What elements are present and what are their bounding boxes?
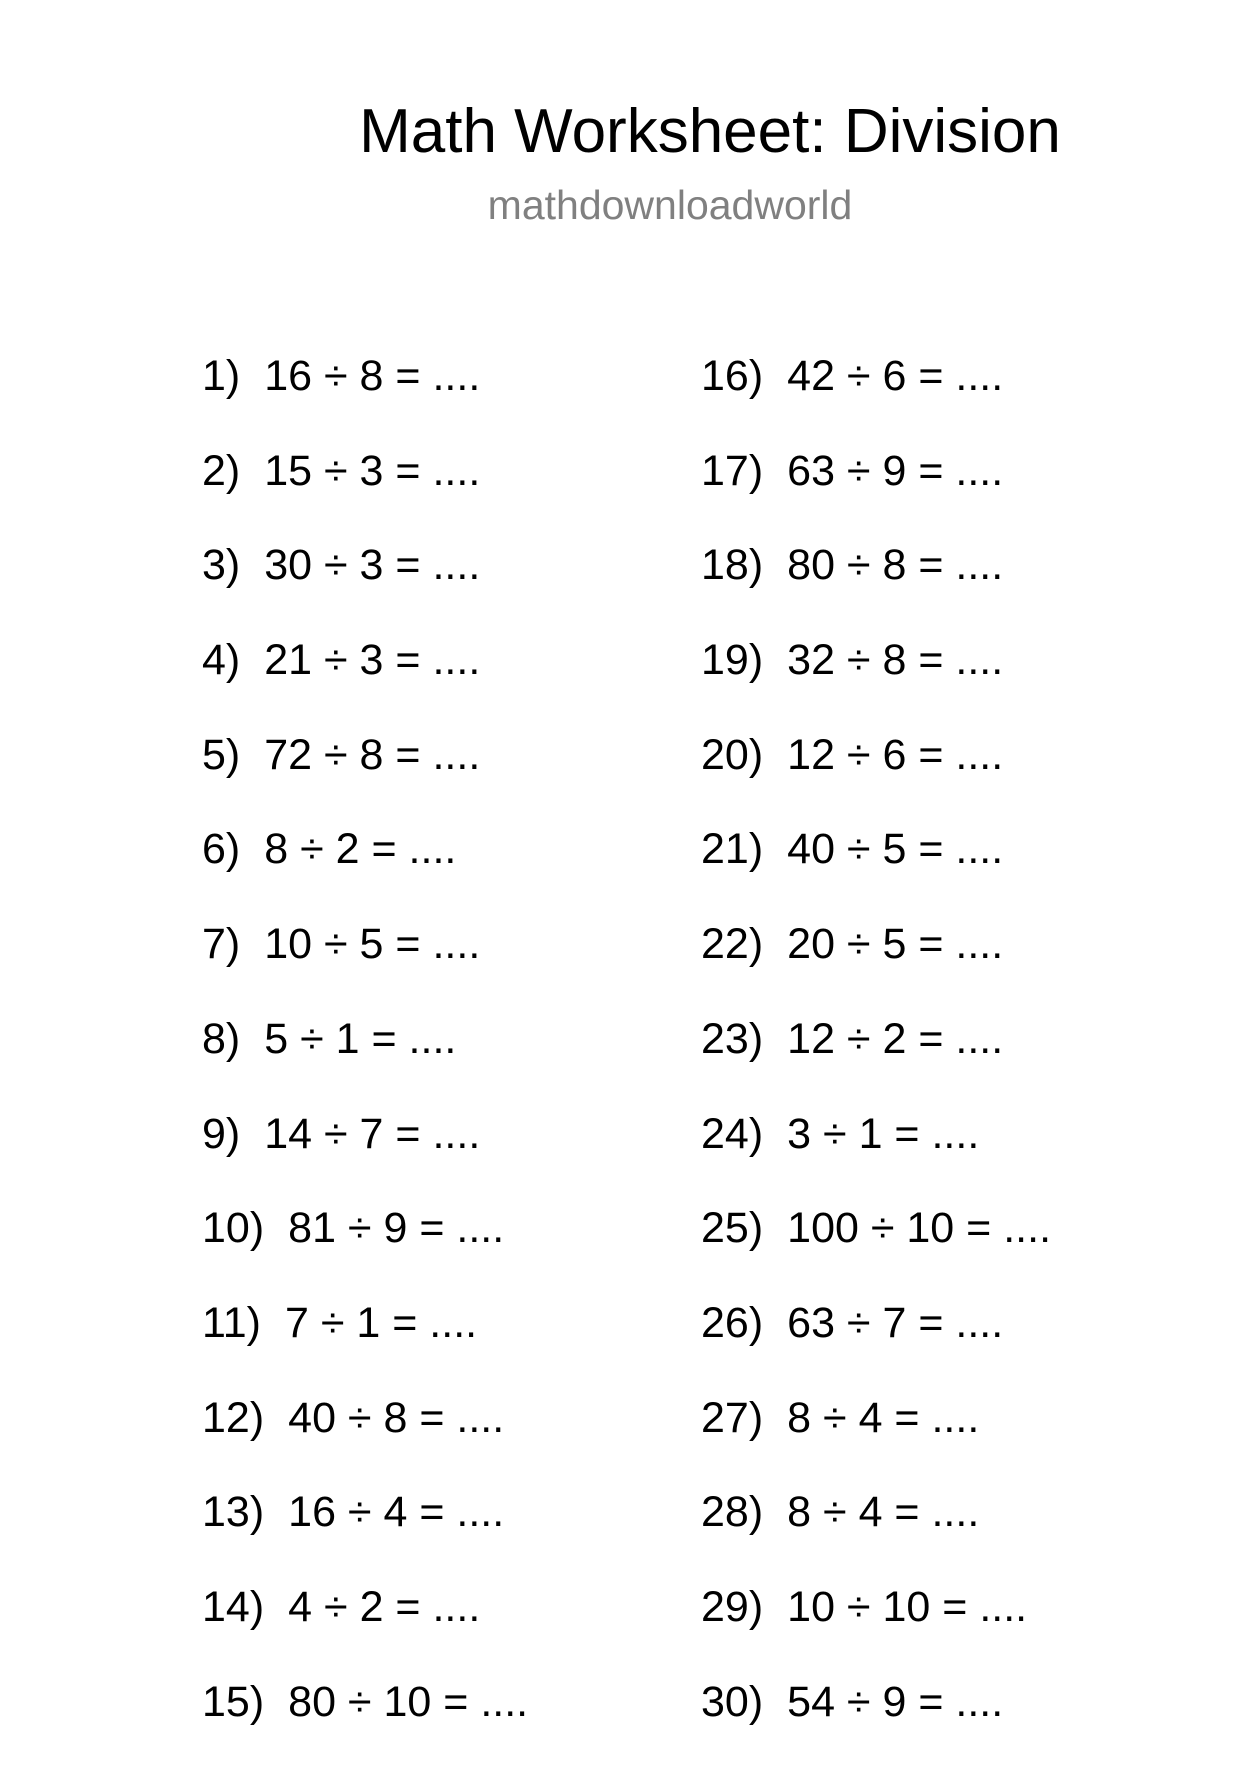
problem-expression: 12 ÷ 6 = ....	[787, 730, 1004, 779]
problem-number: 20)	[701, 730, 764, 779]
problem-number: 21)	[701, 825, 764, 874]
problem-expression: 16 ÷ 8 = ....	[264, 352, 481, 400]
problem-item	[202, 632, 528, 727]
problem-item	[701, 1011, 1051, 1106]
problem-item	[202, 443, 528, 538]
problem-item	[202, 916, 528, 1011]
problem-expression: 15 ÷ 3 = ....	[264, 446, 481, 495]
problem-expression: 63 ÷ 9 = ....	[787, 446, 1004, 495]
problem-number: 27)	[701, 1393, 764, 1442]
problem-expression: 40 ÷ 5 = ....	[787, 825, 1004, 874]
problem-item	[202, 537, 528, 632]
problem-number: 29)	[701, 1582, 764, 1631]
problem-number: 9)	[202, 1109, 241, 1158]
problem-expression: 42 ÷ 6 = ....	[787, 352, 1004, 400]
problem-expression: 54 ÷ 9 = ....	[787, 1677, 1004, 1726]
problem-item	[701, 1295, 1051, 1390]
problem-number: 8)	[202, 1014, 241, 1063]
problem-number: 30)	[701, 1677, 764, 1726]
problem-item	[202, 348, 528, 443]
problem-expression: 63 ÷ 7 = ....	[787, 1298, 1004, 1347]
problem-item	[202, 1484, 528, 1579]
problem-expression: 12 ÷ 2 = ....	[787, 1014, 1004, 1063]
problem-item	[701, 1484, 1051, 1579]
problem-item	[202, 1200, 528, 1295]
problem-expression: 20 ÷ 5 = ....	[787, 920, 1004, 969]
problem-expression: 40 ÷ 8 = ....	[288, 1393, 505, 1442]
problem-number: 14)	[202, 1582, 265, 1631]
problem-item	[701, 443, 1051, 538]
problem-item	[202, 1106, 528, 1201]
problem-number: 11)	[202, 1298, 261, 1347]
problem-item	[701, 821, 1051, 916]
problem-number: 24)	[701, 1109, 764, 1158]
problem-number: 22)	[701, 920, 764, 969]
problem-expression: 21 ÷ 3 = ....	[264, 636, 481, 685]
problem-expression: 80 ÷ 10 = ....	[288, 1677, 529, 1726]
problem-item	[202, 1579, 528, 1674]
problem-number: 10)	[202, 1204, 265, 1253]
problem-item	[701, 537, 1051, 632]
problem-item	[701, 632, 1051, 727]
problem-number: 4)	[202, 636, 241, 685]
problem-number: 28)	[701, 1488, 764, 1537]
problem-item	[701, 348, 1051, 443]
problem-expression: 5 ÷ 1 = ....	[264, 1014, 457, 1063]
problem-number: 5)	[202, 730, 241, 779]
problem-expression: 10 ÷ 5 = ....	[264, 920, 481, 969]
problem-expression: 81 ÷ 9 = ....	[288, 1204, 505, 1253]
problem-number: 18)	[701, 541, 764, 590]
problem-expression: 3 ÷ 1 = ....	[787, 1109, 980, 1158]
problem-expression: 8 ÷ 2 = ....	[264, 825, 457, 874]
problem-item	[701, 916, 1051, 1011]
problem-number: 26)	[701, 1298, 764, 1347]
problem-item	[701, 1390, 1051, 1485]
problem-expression: 8 ÷ 4 = ....	[787, 1488, 980, 1537]
problem-expression: 32 ÷ 8 = ....	[787, 636, 1004, 685]
problem-item	[202, 1390, 528, 1485]
problem-column-left	[202, 348, 528, 1768]
problem-expression: 7 ÷ 1 = ....	[284, 1298, 478, 1347]
problem-number: 23)	[701, 1014, 764, 1063]
problem-expression: 10 ÷ 10 = ....	[787, 1582, 1028, 1631]
problem-number: 12)	[202, 1393, 265, 1442]
problem-item	[701, 727, 1051, 822]
problem-number: 13)	[202, 1488, 265, 1537]
problem-number: 15)	[202, 1677, 265, 1726]
problem-number: 3)	[202, 541, 241, 590]
problem-expression: 4 ÷ 2 = ....	[288, 1582, 481, 1631]
problem-item	[202, 821, 528, 916]
problem-column-right	[701, 348, 1051, 1768]
problem-expression: 16 ÷ 4 = ....	[288, 1488, 505, 1537]
problem-number: 6)	[202, 825, 241, 874]
problem-item	[701, 1579, 1051, 1674]
problem-number: 7)	[202, 920, 241, 969]
problem-item	[202, 1011, 528, 1106]
problem-expression: 100 ÷ 10 = ....	[787, 1204, 1052, 1253]
problem-number: 17)	[701, 446, 764, 495]
problem-expression: 8 ÷ 4 = ....	[787, 1393, 980, 1442]
problem-expression: 30 ÷ 3 = ....	[264, 541, 481, 590]
problem-item	[202, 1295, 528, 1390]
problem-number: 2)	[202, 446, 241, 495]
problem-expression: 72 ÷ 8 = ....	[264, 730, 481, 779]
page-title: Math Worksheet: Division	[359, 97, 1061, 166]
problem-number: 19)	[701, 636, 764, 685]
problem-number: 16)	[701, 352, 764, 400]
problem-number: 1)	[202, 352, 241, 400]
problem-expression: 14 ÷ 7 = ....	[264, 1109, 481, 1158]
page-subtitle: mathdownloadworld	[487, 182, 853, 228]
problem-item	[202, 727, 528, 822]
problem-expression: 80 ÷ 8 = ....	[787, 541, 1004, 590]
problem-number: 25)	[701, 1204, 764, 1253]
problem-item	[701, 1106, 1051, 1201]
problem-item	[701, 1200, 1051, 1295]
